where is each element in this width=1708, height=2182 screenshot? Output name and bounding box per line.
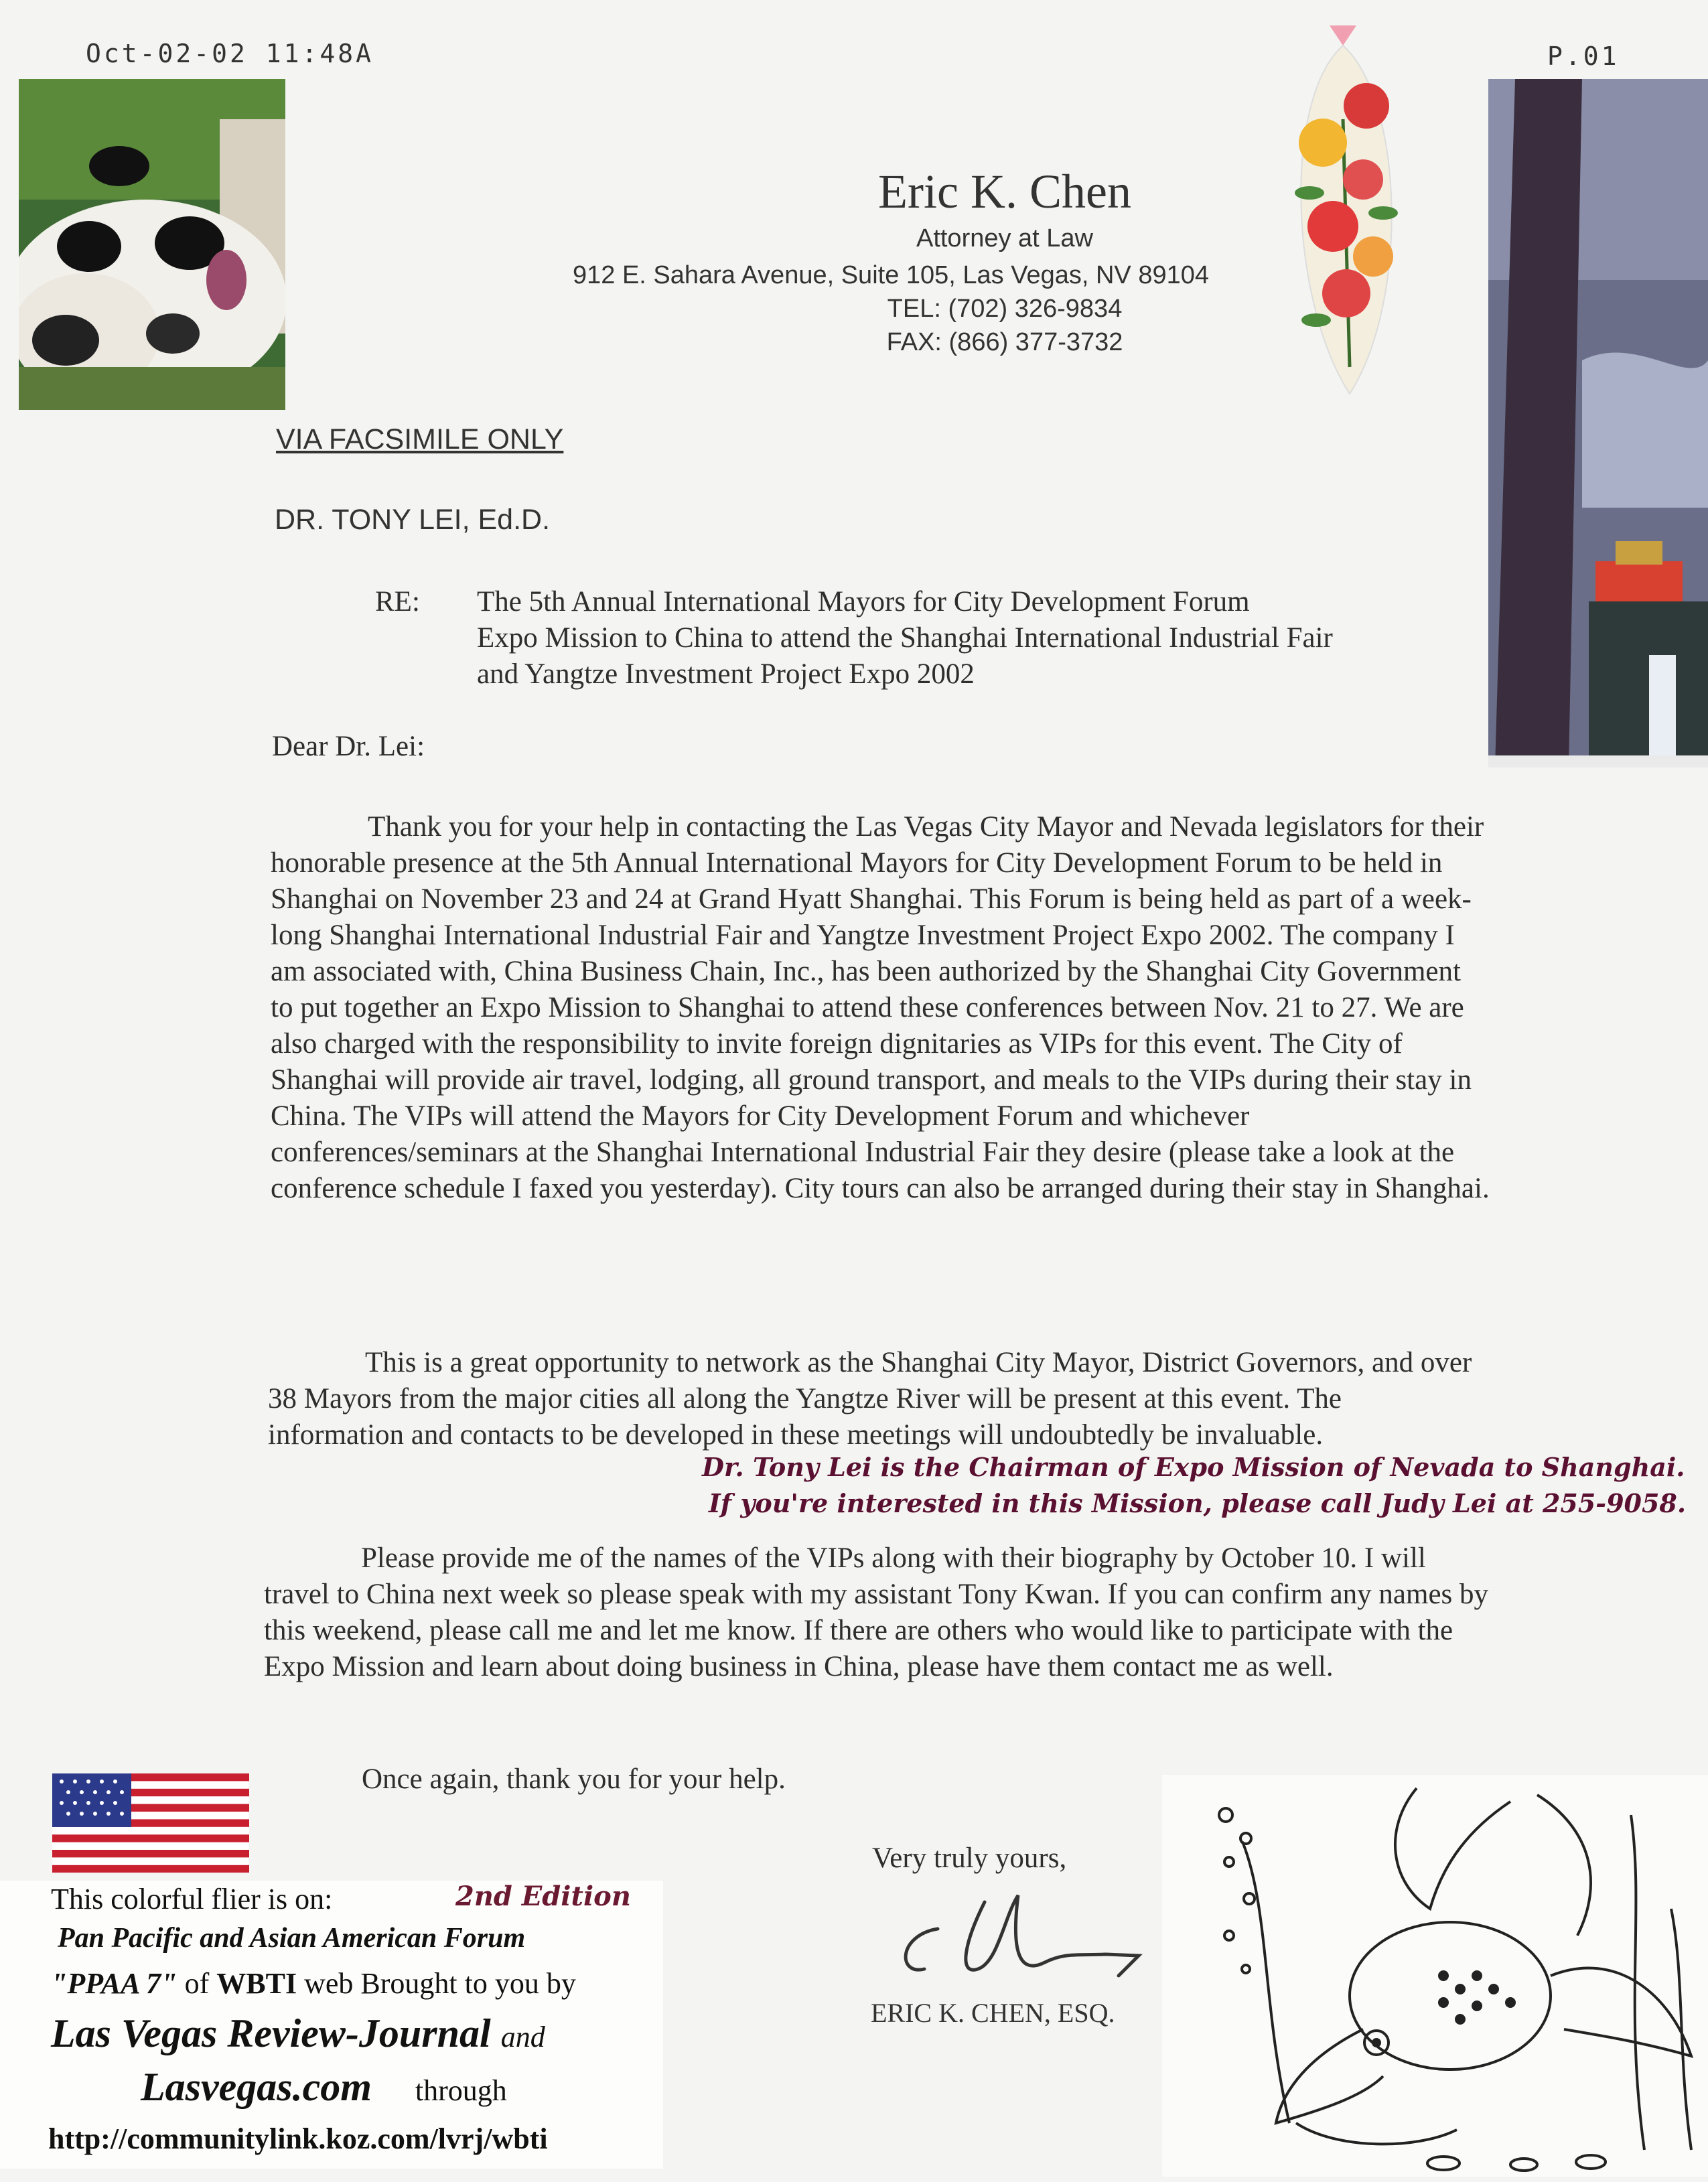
- handwritten-note-2: If you're interested in this Mission, please call Judy Lei at 255-9058.: [709, 1488, 1687, 1518]
- us-flag: [52, 1773, 249, 1873]
- flier-line-3: [51, 1966, 576, 2001]
- handwritten-note-1: Dr. Tony Lei is the Chairman of Expo Mission of Nevada to Shanghai.: [702, 1452, 1685, 1482]
- flier-lvrj: Las Vegas Review-Journal: [51, 2011, 491, 2055]
- flier-of: of: [184, 1967, 210, 2000]
- flier-lasvegascom: Lasvegas.com: [141, 2065, 372, 2109]
- closing: Very truly yours,: [872, 1842, 1067, 1874]
- paragraph-3: Please provide me of the names of the VIPs along with their biography by October 10. I will travel to China next week so please speak with my assistant Tony Kwan. If you can confirm any names by this weekend, please call me and let me know. If there are others who would like to participate with the Expo Mission and learn about doing business in China, please have them contact me as well.: [264, 1542, 1489, 1682]
- paragraph-2: This is a great opportunity to network as the Shanghai City Mayor, District Governors, and over 38 Mayors from the major cities all along the Yangtze River will be present at this event. The information and contacts to be developed in these meetings will undoubtedly be invaluable.: [268, 1347, 1472, 1451]
- re-label: RE:: [375, 586, 420, 617]
- fax-page-number: P.01: [1547, 42, 1620, 71]
- signer-name: ERIC K. CHEN, ESQ.: [871, 1998, 1115, 2028]
- letterhead-address: 912 E. Sahara Avenue, Suite 105, Las Vegas, NV 89104: [572, 261, 1210, 289]
- flier-line-2: Pan Pacific and Asian American Forum: [58, 1923, 526, 1954]
- letterhead-tel: TEL: (702) 326-9834: [887, 295, 1123, 323]
- flier-through: through: [415, 2074, 507, 2107]
- paragraph-1: Thank you for your help in contacting the Las Vegas City Mayor and Nevada legislators for their honorable presence at the 5th Annual International Mayors for City Development Forum to be held in Shanghai on November 23 and 24 at Grand Hyatt Shanghai. This Forum is being held as part of a week- long Shanghai International Industrial Fair and Yangtze Investment Project Expo 2002. The company I am associated with, China Business Chain, Inc., has been authorized by the Shanghai City Government to put together an Expo Mission to Shanghai to attend these conferences between Nov. 21 to 27. We are also charged with the responsibility to invite foreign dignitaries as VIPs for this event. The City of Shanghai will provide air travel, lodging, all ground transport, and meals to the VIPs during their stay in China. The VIPs will attend the Mayors for City Development Forum and whichever conferences/seminars at the Shanghai International Industrial Fair they desire (please take a look at the conference schedule I faxed you yesterday). City tours can also be arranged during their stay in Shanghai.: [271, 811, 1490, 1204]
- panda-photo: [19, 79, 285, 410]
- re-subject: [477, 584, 1502, 693]
- flier-wbti: WBTI: [216, 1967, 297, 2000]
- goldfish-drawing: [1162, 1775, 1708, 2177]
- flier-brought: web Brought to you by: [304, 1967, 576, 2000]
- flier-line-5: [141, 2064, 507, 2110]
- flier-and: and: [500, 2021, 545, 2053]
- flier-ppaa: "PPAA 7": [51, 1967, 177, 2000]
- delivery-method: VIA FACSIMILE ONLY: [276, 423, 564, 455]
- fax-datetime: Oct-02-02 11:48A: [86, 39, 374, 68]
- flier-line-4: [51, 2011, 545, 2057]
- re-line-3: and Yangtze Investment Project Expo 2002: [477, 658, 975, 690]
- paragraph-4: Once again, thank you for your help.: [362, 1763, 786, 1795]
- salutation: Dear Dr. Lei:: [272, 731, 425, 762]
- letterhead-name: Eric K. Chen: [878, 165, 1131, 218]
- re-line-1: The 5th Annual International Mayors for City Development Forum: [477, 586, 1250, 617]
- letterhead-title: Attorney at Law: [916, 224, 1094, 252]
- landscape-painting: [1488, 79, 1708, 768]
- recipient-name: DR. TONY LEI, Ed.D.: [275, 504, 551, 536]
- flier-edition: 2nd Edition: [455, 1881, 631, 1912]
- letterhead-fax: FAX: (866) 377-3732: [886, 328, 1123, 356]
- signature-graphic: [884, 1875, 1206, 1989]
- re-line-2: Expo Mission to China to attend the Shanghai International Industrial Fair: [477, 622, 1333, 654]
- flier-url: http://communitylink.koz.com/lvrj/wbti: [48, 2122, 548, 2155]
- rose-sticker: [1276, 19, 1410, 401]
- flier-line-1: This colorful flier is on:: [51, 1883, 333, 1915]
